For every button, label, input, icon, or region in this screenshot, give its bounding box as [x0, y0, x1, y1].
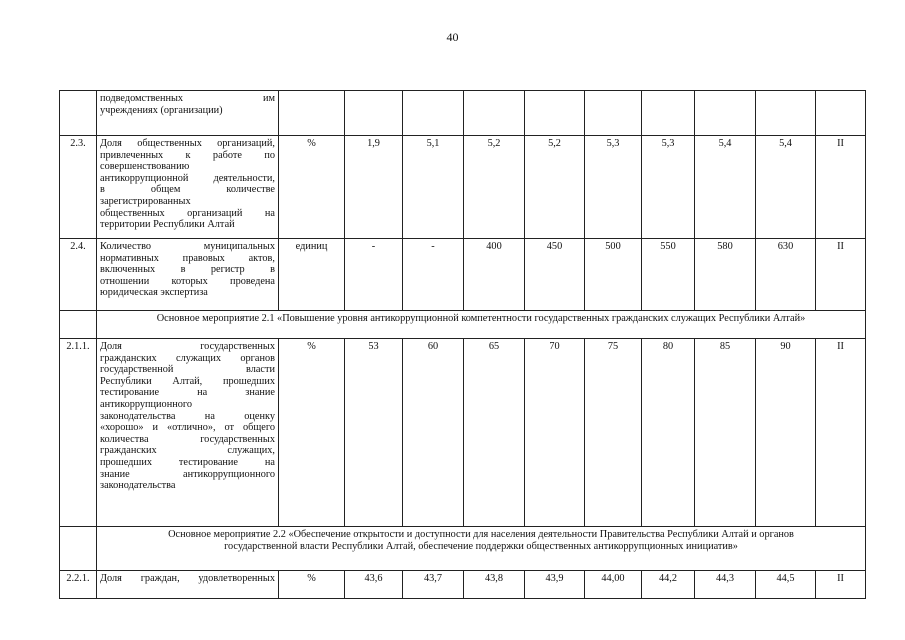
description-line: законодательства на оценку [100, 410, 275, 422]
description-line: антикоррупционной деятельности, [100, 172, 275, 184]
value-cell: 80 [642, 339, 695, 527]
value-cell: 44,3 [695, 571, 756, 599]
value-cell: 85 [695, 339, 756, 527]
value-cell: 70 [525, 339, 585, 527]
value-cell: 5,3 [642, 136, 695, 239]
indicator-number: 2.2.1. [60, 571, 97, 599]
value-cell: 90 [756, 339, 816, 527]
value-cell: - [403, 239, 464, 311]
unit-cell: единиц [279, 239, 345, 311]
description-line: юридическая экспертиза [100, 287, 208, 299]
indicator-description [97, 571, 279, 599]
value-cell: 43,6 [345, 571, 403, 599]
value-cell: 400 [464, 239, 525, 311]
section-title-line: государственной власти Республики Алтай, обеспечение поддержки общественных антикоррупционных инициатив» [224, 540, 738, 552]
table-row [60, 136, 866, 239]
description-line: включенных в регистр в [100, 264, 275, 276]
value-cell: 75 [585, 339, 642, 527]
stage-cell: II [816, 339, 866, 527]
value-cell [525, 91, 585, 136]
value-cell: 65 [464, 339, 525, 527]
value-cell: 5,2 [525, 136, 585, 239]
description-line: законодательства [100, 480, 176, 492]
description-line: прошедших тестирование на [100, 456, 275, 468]
description-line: государственной власти [100, 364, 275, 376]
empty-cell [60, 311, 97, 339]
description-line: гражданских служащих органов [100, 352, 275, 364]
value-cell: 580 [695, 239, 756, 311]
description-line: учреждениях (организации) [100, 104, 223, 116]
unit-cell: % [279, 571, 345, 599]
description-line: совершенствованию [100, 161, 190, 173]
value-cell: 500 [585, 239, 642, 311]
description-line: нормативных правовых актов, [100, 252, 275, 264]
indicators-table [59, 90, 866, 599]
indicator-description [97, 339, 279, 527]
value-cell: 630 [756, 239, 816, 311]
value-cell: 5,2 [464, 136, 525, 239]
value-cell [695, 91, 756, 136]
value-cell [403, 91, 464, 136]
section-title [97, 311, 866, 339]
value-cell: 5,4 [756, 136, 816, 239]
indicator-number: 2.3. [60, 136, 97, 239]
description-line: Доля государственных [100, 341, 275, 352]
indicator-description [97, 91, 279, 136]
value-cell: 550 [642, 239, 695, 311]
value-cell [642, 91, 695, 136]
value-cell [756, 91, 816, 136]
indicator-number: 2.4. [60, 239, 97, 311]
description-line: в общем количестве [100, 184, 275, 196]
value-cell [464, 91, 525, 136]
value-cell: 43,9 [525, 571, 585, 599]
description-line: Количество муниципальных [100, 241, 275, 252]
description-line: тестирование на знание [100, 387, 275, 399]
value-cell: 53 [345, 339, 403, 527]
indicator-description [97, 239, 279, 311]
description-line: зарегистрированных [100, 195, 191, 207]
section-title-line: Основное мероприятие 2.2 «Обеспечение открытости и доступности для населения деятельности Правительства Республики Алтай и органов [168, 529, 794, 540]
stage-cell: II [816, 571, 866, 599]
description-line: Республики Алтай, прошедших [100, 375, 275, 387]
table-row [60, 239, 866, 311]
section-title-line: Основное мероприятие 2.1 «Повышение уровня антикоррупционной компетентности государственных гражданских служащих Республики Алтай» [156, 313, 806, 324]
value-cell: 5,1 [403, 136, 464, 239]
description-line: общественных организаций на [100, 207, 275, 219]
indicator-number: 2.1.1. [60, 339, 97, 527]
value-cell: 60 [403, 339, 464, 527]
description-line: антикоррупционного [100, 398, 192, 410]
description-line: знание антикоррупционного [100, 468, 275, 480]
section-header-row [60, 311, 866, 339]
value-cell: 44,2 [642, 571, 695, 599]
value-cell: 450 [525, 239, 585, 311]
description-line: привлеченных к работе по [100, 149, 275, 161]
indicator-number [60, 91, 97, 136]
value-cell [585, 91, 642, 136]
description-line: гражданских служащих, [100, 445, 275, 457]
section-title [97, 527, 866, 571]
value-cell: 43,8 [464, 571, 525, 599]
description-line: территории Республики Алтай [100, 219, 235, 231]
value-cell: - [345, 239, 403, 311]
table-row [60, 339, 866, 527]
value-cell: 5,3 [585, 136, 642, 239]
description-line: «хорошо» и «отлично», от общего [100, 422, 275, 434]
description-line: Доля общественных организаций, [100, 138, 275, 149]
description-line: количества государственных [100, 433, 275, 445]
table-row [60, 571, 866, 599]
description-line: отношении которых проведена [100, 275, 275, 287]
description-line: Доля граждан, удовлетворенных [100, 573, 275, 584]
value-cell: 44,00 [585, 571, 642, 599]
unit-cell: % [279, 339, 345, 527]
stage-cell [816, 91, 866, 136]
stage-cell: II [816, 136, 866, 239]
unit-cell: % [279, 136, 345, 239]
unit-cell [279, 91, 345, 136]
value-cell: 5,4 [695, 136, 756, 239]
description-line: подведомственных им [100, 93, 275, 104]
value-cell: 1,9 [345, 136, 403, 239]
section-header-row [60, 527, 866, 571]
stage-cell: II [816, 239, 866, 311]
value-cell: 44,5 [756, 571, 816, 599]
indicator-description [97, 136, 279, 239]
empty-cell [60, 527, 97, 571]
value-cell [345, 91, 403, 136]
table-row [60, 91, 866, 136]
value-cell: 43,7 [403, 571, 464, 599]
page-number: 40 [446, 30, 459, 44]
